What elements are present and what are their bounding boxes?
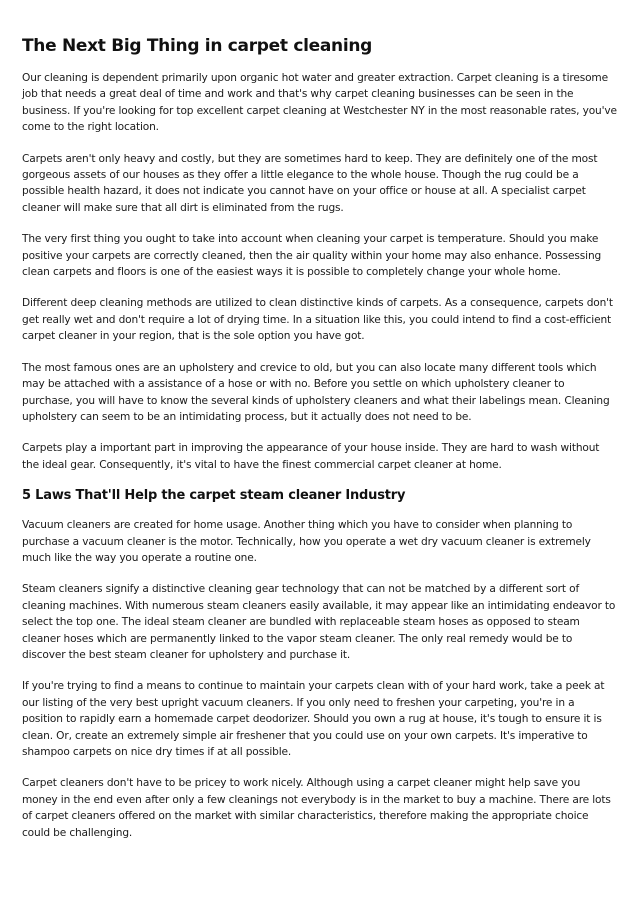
- paragraph: Carpets play a important part in improving the appearance of your house inside. They are hard to wash without the ideal gear. Consequently, it's vital to have the finest commercial carpet cleaner at home.: [22, 442, 600, 471]
- paragraph: The most famous ones are an upholstery and crevice to old, but you can also locate many different tools which may be attached with a assistance of a hose or with no. Before you settle on which upholstery cleaner to purchase, you will have to know the several kinds of upholstery cleaners and what their labelings mean. Cleaning upholstery can seem to be an intimidating process, but it actually does not need to be.: [22, 361, 610, 423]
- paragraph: Carpets aren't only heavy and costly, but they are sometimes hard to keep. They are definitely one of the most gorgeous assets of our houses as they offer a little elegance to the whole house. Though the rug could be a possible health hazard, it does not indicate you cannot have on your office or house at all. A specialist carpet cleaner will make sure that all dirt is eliminated from the rugs.: [22, 152, 598, 214]
- paragraph: The very first thing you ought to take into account when cleaning your carpet is temperature. Should you make positive your carpets are correctly cleaned, then the air quality within your home may also enhance. Possessing clean carpets and floors is one of the easiest ways it is possible to completely change your whole home.: [22, 233, 602, 279]
- paragraph: If you're trying to find a means to continue to maintain your carpets clean with of your hard work, take a peek at our listing of the very best upright vacuum cleaners. If you only need to freshen your carpeting, you're in a position to rapidly earn a homemade carpet deodorizer. Should you own a rug at house, it's tough to ensure it is clean. Or, create an extremely simple air freshener that you could use on your own carpets. It's imperative to shampoo carpets on nice dry times if at all possible.: [22, 680, 605, 758]
- paragraph: Different deep cleaning methods are utilized to clean distinctive kinds of carpets. As a consequence, carpets don't get really wet and don't require a lot of drying time. In a situation like this, you could intend to find a cost-efficient carpet cleaner in your region, that is the sole option you have got.: [22, 297, 613, 343]
- paragraph: Our cleaning is dependent primarily upon organic hot water and greater extraction. Carpet cleaning is a tiresome job that needs a great deal of time and work and that's why carpet cleaning businesses can be seen in the business. If you're looking for top excellent carpet cleaning at Westchester NY in the most reasonable rates, you've come to the right location.: [22, 72, 617, 134]
- paragraph: Steam cleaners signify a distinctive cleaning gear technology that can not be matched by a different sort of cleaning machines. With numerous steam cleaners easily available, it may appear like an intimidating endeavor to select the top one. The ideal steam cleaner are bundled with replaceable steam hoses as opposed to steam cleaner hoses which are permanently linked to the vapor steam cleaner. The only real remedy would be to discover the best steam cleaner for upholstery and purchase it.: [22, 583, 616, 661]
- paragraph: Carpet cleaners don't have to be pricey to work nicely. Although using a carpet cleaner might help save you money in the end even after only a few cleanings not everybody is in the market to buy a machine. There are lots of carpet cleaners offered on the market with similar characteristics, therefore making the appropriate choice could be challenging.: [22, 777, 611, 839]
- section-heading: 5 Laws That'll Help the carpet steam cleaner Industry: [22, 488, 406, 504]
- paragraph: Vacuum cleaners are created for home usage. Another thing which you have to consider when planning to purchase a vacuum cleaner is the motor. Technically, how you operate a wet dry vacuum cleaner is extremely much like the way you operate a routine one.: [22, 519, 591, 564]
- page-title: The Next Big Thing in carpet cleaning: [22, 36, 373, 56]
